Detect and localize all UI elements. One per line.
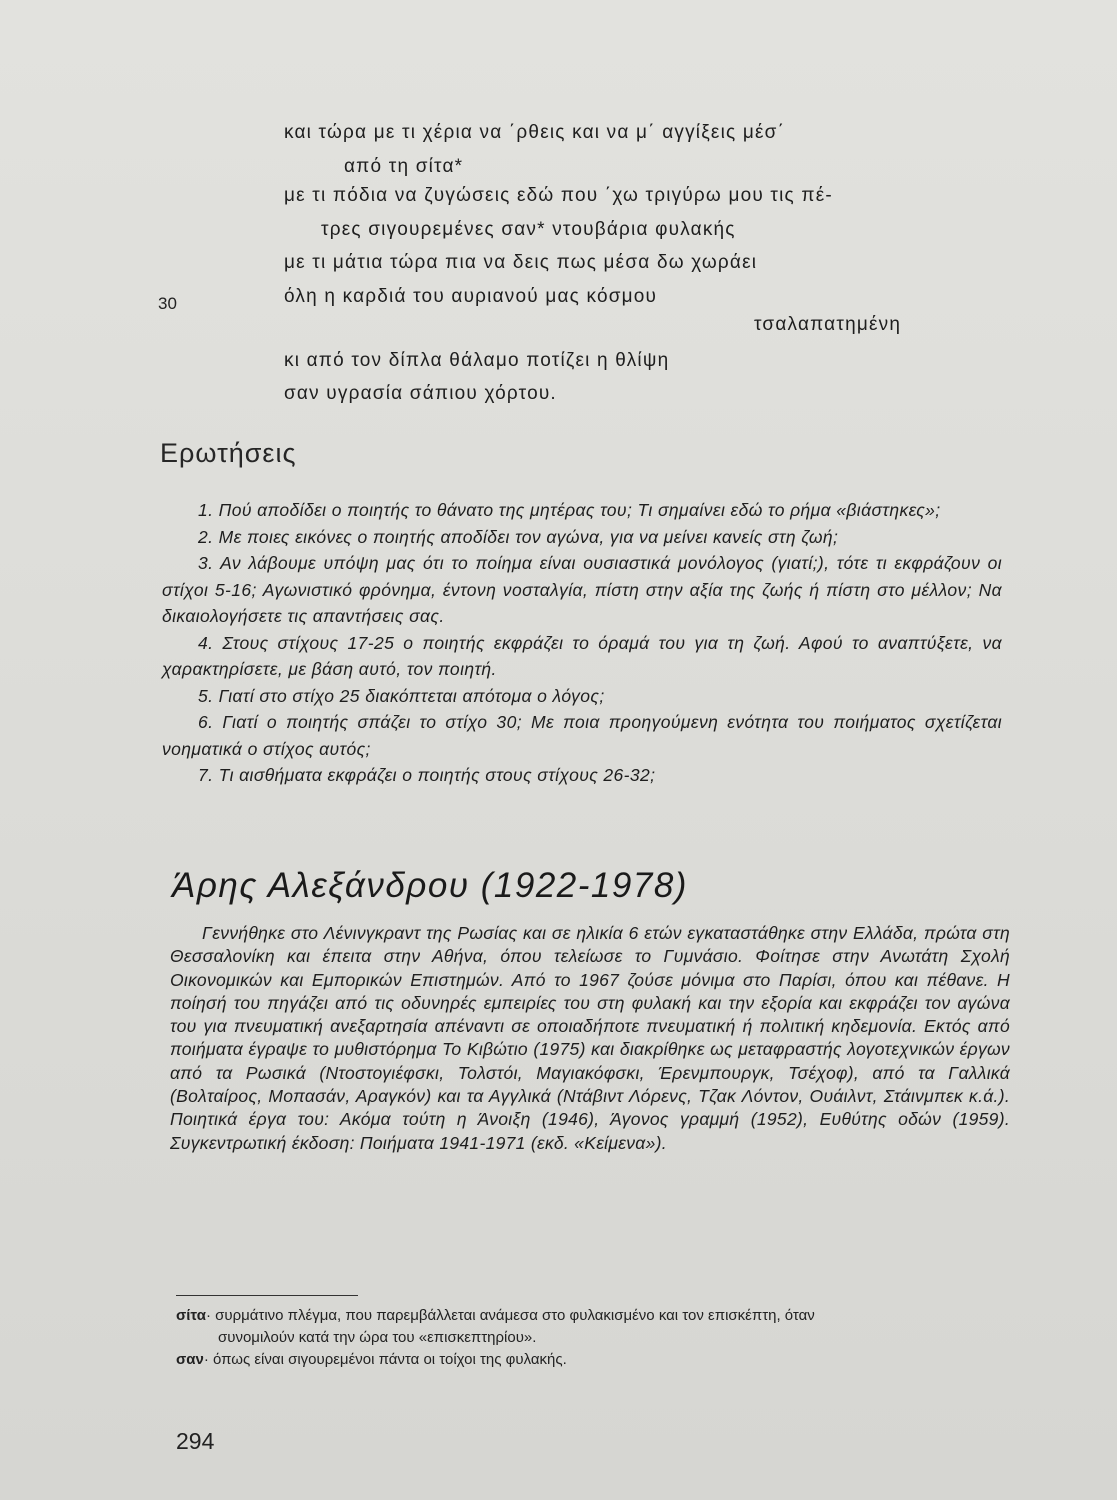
question-item: 1. Πού αποδίδει ο ποιητής το θάνατο της μητέρας του; Τι σημαίνει εδώ το ρήμα «βιάστηκες»; — [198, 500, 941, 520]
poem-line: τρες σιγουρεμένες σαν* ντουβάρια φυλακής — [321, 219, 736, 240]
question-item: 7. Τι αισθήματα εκφράζει ο ποιητής στους στίχους 26-32; — [198, 765, 656, 785]
poem-line: κι από τον δίπλα θάλαμο ποτίζει η θλίψη — [284, 350, 670, 371]
poem-line: και τώρα με τι χέρια να ΄ρθεις και να μ΄ αγγίξεις μέσ΄ — [284, 122, 786, 143]
footnote-term: σίτα — [176, 1307, 206, 1324]
author-bio: Γεννήθηκε στο Λένινγκραντ της Ρωσίας και σε ηλικία 6 ετών εγκαταστάθηκε στην Ελλάδα, πρώτα στη Θεσσαλονίκη και έπειτα στην Αθήνα, όπου τελείωσε το Γυμνάσιο. Φοίτησε στην Ανωτάτη Σχολή Οικονομικών και Εμπορικών Επιστημών. Από το 1967 ζούσε μόνιμα στο Παρίσι, όπου και πέθανε. Η ποίησή του πηγάζει από τις οδυνηρές εμπειρίες του στη φυλακή και την εξορία και εκφράζει τον αγώνα του για πνευματική ανεξαρτησία απέναντι σε οποιαδήποτε πνευματική ή πολιτική κηδεμονία. Εκτός από ποιήματα έγραψε το μυθιστόρημα Το Κιβώτιο (1975) και διακρίθηκε ως μεταφραστής λογοτεχνικών έργων από τα Ρωσικά (Ντοστογιέφσκι, Τολστόι, Μαγιακόφσκι, Έρενμπουργκ, Τσέχοφ), από τα Γαλλικά (Βολταίρος, Μοπασάν, Αραγκόν) και τα Αγγλικά (Ντάβιντ Λόρενς, Τζακ Λόντον, Ουάιλντ, Στάινμπεκ κ.ά.). Ποιητικά έργα του: Ακόμα τούτη η Άνοιξη (1946), Άγονος γραμμή (1952), Ευθύτης οδών (1959). Συγκεντρωτική έκδοση: Ποιήματα 1941-1971 (εκδ. «Κείμενα»). — [170, 923, 1010, 1153]
footnote-item — [176, 1349, 1016, 1371]
footnote-text: συρμάτινο πλέγμα, που παρεμβάλλεται ανάμεσα στο φυλακισμένο και τον επισκέπτη, όταν — [215, 1307, 815, 1324]
question-item: 3. Αν λάβουμε υπόψη μας ότι το ποίημα είναι ουσιαστικά μονόλογος (γιατί;), τότε τι εκφράζουν οι στίχοι 5-16; Αγωνιστικό φρόνημα, έντονη νοσταλγία, πίστη στην αξία της ζωής ή πίστη στο μέλλον; Να δικαιολογήσετε τις απαντήσεις σας. — [162, 553, 1002, 626]
footnote-text: όπως είναι σιγουρεμένοι πάντα οι τοίχοι της φυλακής. — [213, 1351, 567, 1368]
questions-heading: Ερωτήσεις — [160, 438, 297, 468]
poem-line: όλη η καρδιά του αυριανού μας κόσμου — [284, 286, 658, 307]
question-item: 6. Γιατί ο ποιητής σπάζει το στίχο 30; Με ποια προηγούμενη ενότητα του ποιήματος σχετίζεται νοηματικά ο στίχος αυτός; — [162, 712, 1002, 759]
poem-line: από τη σίτα* — [344, 156, 464, 177]
questions-list — [162, 497, 1002, 789]
author-heading: Άρης Αλεξάνδρου (1922-1978) — [172, 866, 688, 905]
footnote-term: σαν — [176, 1351, 204, 1368]
footnote-colon: · — [203, 1351, 213, 1368]
poem-line: τσαλαπατημένη — [754, 314, 902, 335]
footnotes — [176, 1305, 1016, 1371]
poem-line: με τι πόδια να ζυγώσεις εδώ που ΄χω τριγύρω μου τις πέ- — [284, 185, 833, 206]
poem-line: σαν υγρασία σάπιου χόρτου. — [284, 383, 557, 404]
footnote-item — [176, 1305, 1016, 1349]
question-item: 4. Στους στίχους 17-25 ο ποιητής εκφράζει το όραμά του για τη ζωή. Αφού το αναπτύξετε, να χαρακτηρίσετε, με βάση αυτό, τον ποιητή. — [162, 632, 1002, 679]
footnote-colon: · — [205, 1307, 216, 1324]
footnote-text: συνομιλούν κατά την ώρα του «επισκεπτηρίου». — [218, 1329, 537, 1346]
line-number: 30 — [158, 294, 177, 313]
footnote-divider — [176, 1295, 358, 1296]
poem-line: με τι μάτια τώρα πια να δεις πως μέσα δω χωράει — [284, 252, 758, 273]
question-item: 2. Με ποιες εικόνες ο ποιητής αποδίδει τον αγώνα, για να μείνει κανείς στη ζωή; — [198, 526, 839, 547]
question-item: 5. Γιατί στο στίχο 25 διακόπτεται απότομα ο λόγος; — [198, 685, 605, 706]
page-number: 294 — [176, 1428, 215, 1454]
